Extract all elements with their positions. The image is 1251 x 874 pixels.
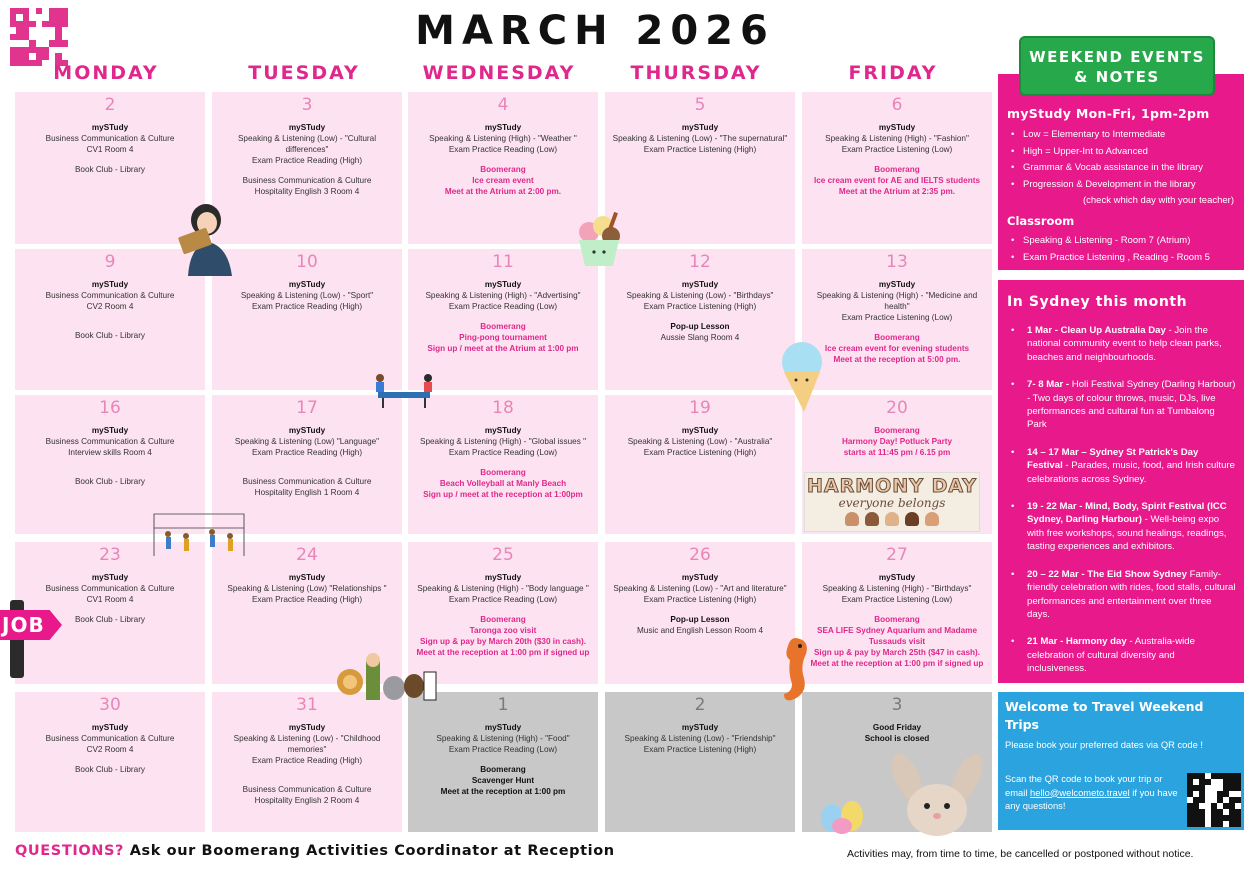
event-title: 21 Mar - Harmony day: [1027, 636, 1127, 648]
event-line: Speaking & Listening (High) - "Food": [436, 733, 570, 743]
event-line: mySTudy: [484, 425, 522, 435]
list-item: [1007, 378, 1236, 432]
spacer: [21, 155, 199, 164]
list-item: [1007, 446, 1236, 486]
event-line: mySTudy: [484, 279, 522, 289]
event-line: Meet at the Atrium at 2:35 pm.: [838, 187, 956, 196]
ice-cream-cone-icon: [776, 340, 828, 414]
event-line: Exam Practice Reading (Low): [448, 594, 558, 604]
event-line: Taronga zoo visit: [469, 625, 537, 635]
harmony-title: HARMONY DAY: [807, 475, 977, 497]
calendar-day-cell: [408, 395, 598, 534]
event-line: Harmony Day! Potluck Party: [841, 436, 953, 446]
event-line: Interview skills Room 4: [68, 447, 152, 457]
event-description: - Well-being expo with free workshops, sound healings, readings, tasting experiences and exhibitors.: [1027, 514, 1227, 553]
event-line: Meet at the reception at 1:00 pm if signed up: [810, 659, 984, 669]
event-line: mySTudy: [681, 722, 719, 732]
questions-label: QUESTIONS?: [15, 843, 125, 859]
event-line: Exam Practice Reading (High): [251, 447, 363, 457]
event-line: Ping-pong tournament: [459, 332, 547, 342]
event-line: Boomerang: [874, 164, 920, 174]
harmony-subtitle: everyone belongs: [838, 496, 946, 510]
event-line: Boomerang: [874, 332, 920, 342]
spacer: [21, 467, 199, 476]
event-line: CV2 Room 4: [86, 744, 134, 754]
calendar-day-cell: [212, 92, 402, 244]
event-line: Boomerang: [480, 321, 526, 331]
day-number: 19: [689, 398, 711, 418]
questions-footer: [15, 843, 615, 859]
event-line: School is closed: [864, 733, 930, 743]
event-line: Hospitality English 2 Room 4: [254, 796, 360, 805]
sydney-events-list: [1007, 324, 1236, 676]
event-line: Book Club - Library: [74, 614, 146, 624]
event-line: Business Communication & Culture: [45, 583, 175, 593]
volleyball-icon: [146, 504, 250, 558]
event-line: Business Communication & Culture: [242, 175, 372, 185]
day-header-tuesday: TUESDAY: [248, 62, 360, 84]
seahorse-icon: [770, 632, 816, 704]
event-line: Ice cream event for AE and IELTS students: [813, 175, 981, 185]
event-line: mySTudy: [91, 279, 129, 289]
event-line: Speaking & Listening (High) - "Birthdays": [822, 583, 972, 593]
spacer: [218, 166, 396, 175]
list-item: • Speaking & Listening - Room 7 (Atrium): [1007, 233, 1236, 250]
event-line: mySTudy: [288, 722, 326, 732]
day-number: 18: [492, 398, 514, 418]
spacer: [611, 605, 789, 614]
event-line: Speaking & Listening (Low) - "The supernatural": [612, 133, 788, 143]
list-item: • High = Upper-Int to Advanced: [1007, 144, 1236, 161]
classroom-heading: Classroom: [1007, 213, 1075, 228]
event-line: Exam Practice Listening (High): [643, 744, 757, 754]
event-line: Pop-up Lesson: [670, 321, 730, 331]
event-line: Exam Practice Reading (Low): [448, 301, 558, 311]
event-title: 1 Mar - Clean Up Australia Day: [1027, 325, 1166, 336]
event-line: Speaking & Listening (Low) "Language": [234, 436, 380, 446]
travel-contact: [1005, 772, 1183, 813]
bunny-icon: [883, 752, 989, 838]
event-line: mySTudy: [878, 279, 916, 289]
event-line: Speaking & Listening (Low) - "Australia": [627, 436, 773, 446]
event-line: Exam Practice Reading (Low): [448, 144, 558, 154]
travel-contact-text: Scan the QR code to book your trip or email: [1005, 772, 1163, 798]
day-number: 25: [492, 545, 514, 565]
event-line: Ice cream event for evening students: [824, 344, 970, 353]
event-title: 7- 8 Mar -: [1027, 379, 1072, 391]
event-line: mySTudy: [288, 425, 326, 435]
event-line: Business Communication & Culture: [45, 733, 175, 743]
event-line: Ice cream event: [472, 175, 534, 185]
event-line: CV1 Room 4: [86, 594, 134, 604]
event-line: Speaking & Listening (High) - "Global issues ": [419, 436, 586, 446]
event-line: Sign up & pay by March 20th ($30 in cash).: [419, 637, 587, 646]
spacer: [611, 312, 789, 321]
day-number: 1: [497, 695, 509, 715]
event-description: - Parades, music, food, and Irish culture celebrations across Sydney.: [1027, 460, 1235, 485]
event-line: Exam Practice Listening (High): [643, 301, 757, 311]
spacer: [808, 155, 986, 164]
event-line: CV2 Room 4: [86, 301, 134, 311]
spacer: [218, 467, 396, 476]
event-line: Business Communication & Culture: [242, 784, 372, 794]
day-number: 24: [296, 545, 318, 565]
event-line: starts at 11:45 pm / 6.15 pm: [843, 447, 951, 457]
reading-girl-icon: [176, 198, 238, 276]
easter-eggs-icon: [818, 798, 868, 834]
day-number: 4: [497, 95, 509, 115]
event-line: Music and English Lesson Room 4: [636, 625, 764, 635]
event-line: Boomerang: [480, 764, 526, 774]
questions-text: Ask our Boomerang Activities Coordinator at Reception: [124, 843, 615, 859]
event-line: Speaking & Listening (High) - "Body language ": [417, 583, 589, 593]
calendar-day-cell: [212, 249, 402, 390]
spacer: [218, 458, 396, 467]
event-line: Speaking & Listening (Low) "Relationships ": [227, 583, 387, 593]
event-line: SEA LIFE Sydney Aquarium and Madame Tussauds visit: [817, 625, 977, 646]
event-line: mySTudy: [484, 722, 522, 732]
day-number: 5: [694, 95, 706, 115]
spacer: [21, 458, 199, 467]
event-line: Speaking & Listening (High) - "Weather ": [429, 133, 577, 143]
event-line: Speaking & Listening (High) - "Advertising": [425, 290, 581, 300]
event-line: Speaking & Listening (Low) - "Friendship": [624, 733, 776, 743]
day-number: 17: [296, 398, 318, 418]
calendar-day-cell: [605, 395, 795, 534]
event-line: Hospitality English 1 Room 4: [254, 487, 360, 497]
day-number: 23: [99, 545, 121, 565]
spacer: [414, 755, 592, 764]
mystudy-panel: [998, 74, 1244, 270]
qr-code-booking[interactable]: [1187, 773, 1241, 827]
day-number: 16: [99, 398, 121, 418]
event-line: Exam Practice Listening (High): [643, 594, 757, 604]
event-line: Exam Practice Reading (High): [251, 301, 363, 311]
mystudy-list: [1007, 127, 1236, 210]
calendar-day-cell: [408, 249, 598, 390]
event-line: Meet at the reception at 5:00 pm.: [833, 355, 961, 365]
ice-cream-cup-icon: [573, 210, 625, 270]
event-description: Holi Festival Sydney (Darling Harbour) - Two days of colour throws, music, DJs, live performances and cultural fun at Tumbalong Park: [1027, 379, 1236, 431]
day-header-wednesday: WEDNESDAY: [422, 62, 576, 84]
event-line: Book Club - Library: [74, 764, 146, 774]
event-line: mySTudy: [91, 425, 129, 435]
event-line: Sign up & pay by March 25th ($47 in cash).: [813, 648, 981, 658]
event-line: Business Communication & Culture: [45, 436, 175, 446]
classroom-list: [1007, 233, 1236, 266]
event-title: 14 – 17 Mar – Sydney St Patrick's Day Festival: [1027, 446, 1199, 472]
day-number: 10: [296, 252, 318, 272]
event-line: Exam Practice Reading (Low): [448, 447, 558, 457]
travel-contact-text-end: if you have any questions!: [1005, 786, 1178, 812]
day-number: 31: [296, 695, 318, 715]
sydney-panel: [998, 280, 1244, 683]
event-line: mySTudy: [878, 572, 916, 582]
event-line: CV1 Room 4: [86, 144, 134, 154]
event-line: Boomerang: [874, 425, 920, 435]
day-number: 20: [886, 398, 908, 418]
weekend-events-tab: WEEKEND EVENTS & NOTES: [1019, 36, 1215, 96]
spacer: [808, 605, 986, 614]
event-line: Meet at the Atrium at 2:00 pm.: [444, 187, 562, 196]
event-line: mySTudy: [681, 572, 719, 582]
event-line: Speaking & Listening (High) - "Medicine and health": [816, 290, 978, 311]
day-number: 2: [104, 95, 116, 115]
event-line: Sign up / meet at the reception at 1:00pm: [423, 490, 583, 499]
event-line: mySTudy: [484, 572, 522, 582]
day-number: 3: [891, 695, 903, 715]
event-line: Speaking & Listening (Low) - "Birthdays": [626, 290, 774, 300]
calendar-day-cell: [802, 542, 992, 684]
event-title: 20 – 22 Mar - The Eid Show Sydney: [1027, 568, 1187, 580]
day-header-monday: MONDAY: [53, 62, 159, 84]
calendar-day-cell: [212, 692, 402, 832]
event-line: Speaking & Listening (Low) - "Art and literature": [613, 583, 787, 593]
email-link[interactable]: hello@welcometo.travel: [1030, 786, 1130, 798]
hands-icon: [805, 512, 979, 526]
event-line: mySTudy: [681, 122, 719, 132]
disclaimer: Activities may, from time to time, be cancelled or postponed without notice.: [847, 848, 1194, 860]
calendar-day-cell: [605, 249, 795, 390]
zoo-animals-icon: [334, 646, 438, 704]
event-line: mySTudy: [288, 279, 326, 289]
event-line: Hospitality English 3 Room 4: [254, 187, 360, 196]
calendar-day-cell: [408, 92, 598, 244]
harmony-day-banner: [804, 472, 980, 532]
event-line: Book Club - Library: [74, 476, 146, 486]
event-title: 19 - 22 Mar - Mind, Body, Spirit Festival (ICC Sydney, Darling Harbour): [1027, 501, 1227, 526]
event-line: Book Club - Library: [74, 330, 146, 340]
event-line: Exam Practice Reading (Low): [448, 744, 558, 754]
list-item: [1007, 635, 1236, 675]
event-description: - Join the national community event to help clean parks, beaches and neighbourhoods.: [1027, 325, 1222, 363]
calendar-day-cell: [408, 692, 598, 832]
event-line: Exam Practice Listening (Low): [841, 312, 953, 322]
job-sign-text: JOB: [2, 613, 45, 637]
mystudy-note: (check which day with your teacher): [1082, 195, 1234, 207]
day-number: 13: [886, 252, 908, 272]
event-line: mySTudy: [91, 722, 129, 732]
event-line: Good Friday: [872, 722, 922, 732]
event-line: mySTudy: [878, 122, 916, 132]
spacer: [218, 775, 396, 784]
event-line: Speaking & Listening (Low) - "Sport": [240, 290, 374, 300]
page-title: MARCH 2026: [415, 8, 775, 54]
spacer: [808, 323, 986, 332]
day-number: 30: [99, 695, 121, 715]
day-header-thursday: THURSDAY: [630, 62, 762, 84]
list-item: [1007, 324, 1236, 364]
event-line: Scavenger Hunt: [471, 775, 535, 785]
spacer: [21, 755, 199, 764]
list-item: [1007, 500, 1236, 554]
event-line: Book Club - Library: [74, 164, 146, 174]
job-sign-icon: [0, 598, 72, 680]
sydney-heading: In Sydney this month: [1007, 294, 1188, 310]
spacer: [414, 312, 592, 321]
event-line: Sign up / meet at the Atrium at 1:00 pm: [427, 344, 579, 353]
event-line: Boomerang: [874, 614, 920, 624]
event-line: Boomerang: [480, 614, 526, 624]
travel-booking-line: Please book your preferred dates via QR code !: [1005, 739, 1204, 750]
event-line: Aussie Slang Room 4: [660, 332, 740, 342]
spacer: [414, 458, 592, 467]
spacer: [218, 766, 396, 775]
calendar-day-cell: [15, 692, 205, 832]
event-description: - Australia-wide celebration of cultural diversity and inclusiveness.: [1027, 636, 1195, 675]
event-line: Business Communication & Culture: [45, 133, 175, 143]
event-line: Pop-up Lesson: [670, 614, 730, 624]
day-number: 26: [689, 545, 711, 565]
spacer: [21, 312, 199, 321]
event-line: Boomerang: [480, 164, 526, 174]
event-line: Exam Practice Reading (High): [251, 155, 363, 165]
day-number: 11: [492, 252, 514, 272]
event-line: Business Communication & Culture: [45, 290, 175, 300]
day-number: 2: [694, 695, 706, 715]
event-line: mySTudy: [681, 425, 719, 435]
event-line: Beach Volleyball at Manly Beach: [439, 478, 567, 488]
event-line: mySTudy: [288, 122, 326, 132]
event-line: Exam Practice Listening (High): [643, 447, 757, 457]
event-line: Speaking & Listening (High) - "Fashion": [825, 133, 969, 143]
list-item: • Progression & Development in the library: [1007, 177, 1236, 194]
mystudy-heading: myStudy Mon-Fri, 1pm-2pm: [1007, 106, 1210, 121]
event-line: Speaking & Listening (Low) - "Childhood memories": [233, 733, 381, 754]
event-line: mySTudy: [91, 122, 129, 132]
qr-code-top: [10, 8, 68, 66]
list-item: [1007, 568, 1236, 622]
event-line: Meet at the reception at 1:00 pm if signed up: [416, 648, 590, 658]
spacer: [414, 605, 592, 614]
event-line: mySTudy: [484, 122, 522, 132]
day-number: 6: [891, 95, 903, 115]
event-line: Exam Practice Listening (High): [643, 144, 757, 154]
calendar-day-cell: [605, 92, 795, 244]
event-line: Boomerang: [480, 467, 526, 477]
event-line: mySTudy: [91, 572, 129, 582]
event-line: Exam Practice Listening (Low): [841, 144, 953, 154]
list-item: • Grammar & Vocab assistance in the library: [1007, 160, 1236, 177]
calendar-day-cell: [605, 542, 795, 684]
list-item: • Exam Practice Listening , Reading - Room 5: [1007, 250, 1236, 267]
calendar-day-cell: [605, 692, 795, 832]
day-number: 12: [689, 252, 711, 272]
event-line: Meet at the reception at 1:00 pm: [440, 787, 566, 796]
day-header-friday: FRIDAY: [848, 62, 938, 84]
event-line: mySTudy: [681, 279, 719, 289]
event-line: Speaking & Listening (Low) - "Cultural differences": [237, 133, 377, 154]
list-item: • Low = Elementary to Intermediate: [1007, 127, 1236, 144]
event-line: Business Communication & Culture: [242, 476, 372, 486]
calendar-day-cell: [802, 249, 992, 390]
spacer: [414, 155, 592, 164]
event-description: Family-friendly celebration with rides, food stalls, cultural performances and entertainment over three days.: [1027, 568, 1236, 620]
day-number: 3: [301, 95, 313, 115]
event-line: Exam Practice Listening (Low): [841, 594, 953, 604]
calendar-day-cell: [802, 92, 992, 244]
event-line: Exam Practice Reading (High): [251, 594, 363, 604]
day-number: 27: [886, 545, 908, 565]
travel-heading: Welcome to Travel Weekend Trips: [1005, 699, 1204, 732]
ping-pong-icon: [370, 372, 438, 410]
event-line: mySTudy: [288, 572, 326, 582]
event-line: Exam Practice Reading (High): [251, 755, 363, 765]
day-number: 9: [104, 252, 116, 272]
spacer: [21, 321, 199, 330]
